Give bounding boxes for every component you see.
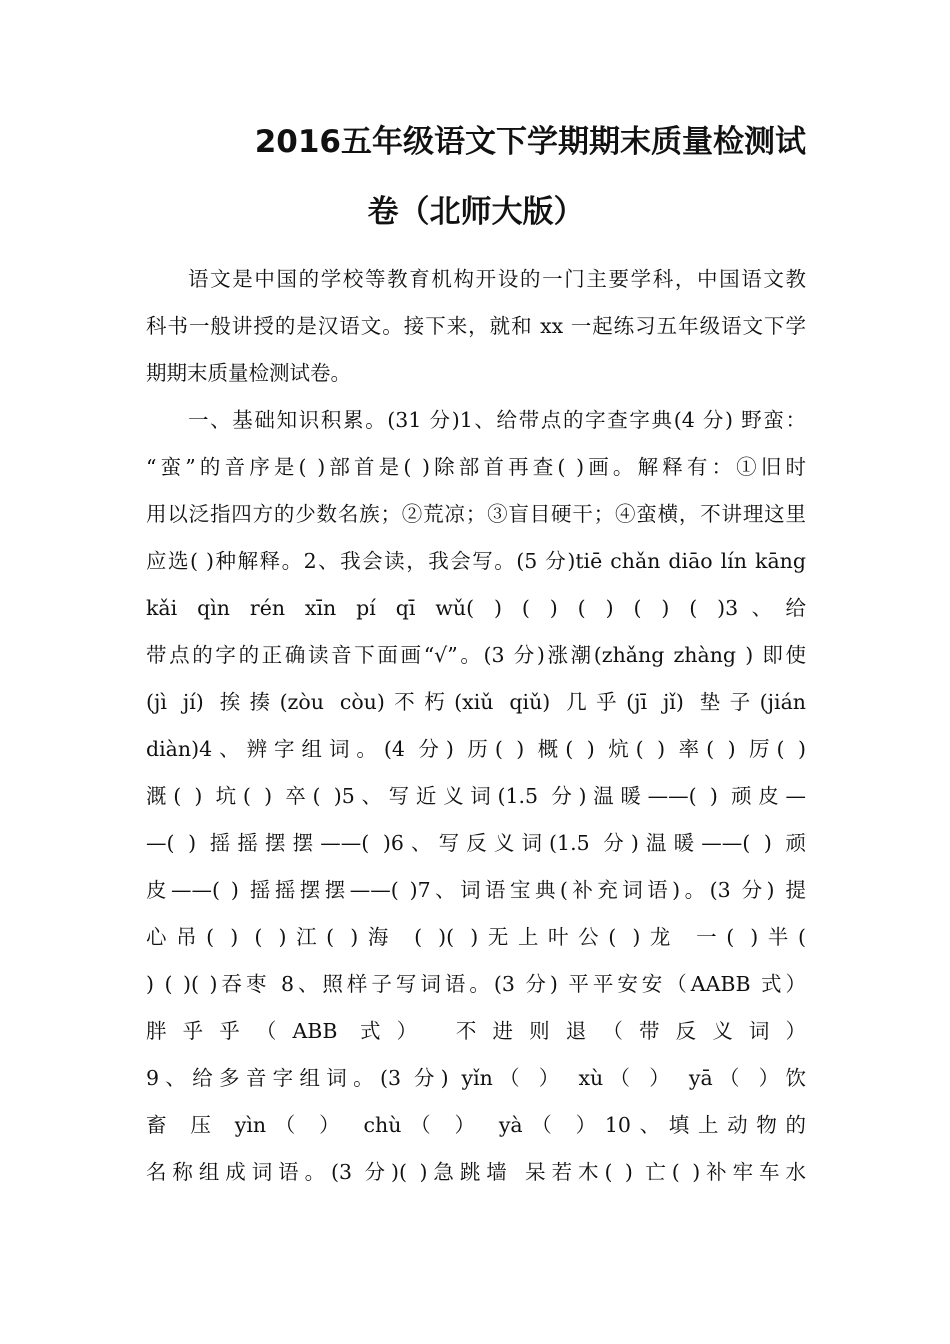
body-line: diàn)4、辨字组词。(4 分) 历( ) 概( ) 炕( ) 率( ) 厉( )	[146, 737, 806, 761]
body-line: 应选( )种解释。2、我会读，我会写。(5 分)tiē chǎn diāo lín kāng	[146, 549, 806, 573]
body-line: 一、基础知识积累。(31 分)1、给带点的字查字典(4 分) 野蛮：	[188, 408, 806, 432]
document-body	[146, 256, 806, 1196]
body-line: 畜 压 yìn（ ） chù（ ） yà（ ）10、填上动物的	[146, 1113, 806, 1137]
document-title-line-1: 2016五年级语文下学期期末质量检测试	[254, 124, 806, 160]
body-line: 期期末质量检测试卷。	[146, 361, 351, 385]
body-line: 胖乎乎（ABB 式） 不进则退（带反义词）	[146, 1019, 806, 1043]
body-line: (jì jí) 挨揍(zòu còu)不朽(xiǔ qiǔ) 几乎(jī jǐ) 垫子(jián	[146, 690, 806, 714]
document-title-line-2: 卷（北师大版）	[367, 194, 585, 230]
body-line: 皮——( ) 摇摇摆摆——( )7、词语宝典(补充词语)。(3 分) 提	[146, 878, 806, 902]
body-line: 语文是中国的学校等教育机构开设的一门主要学科，中国语文教	[188, 267, 806, 291]
body-line: ) ( )( )吞枣 8、照样子写词语。(3 分) 平平安安（AABB 式）	[146, 972, 806, 996]
body-line: 用以泛指四方的少数名族；②荒凉；③盲目硬干；④蛮横，不讲理这里	[146, 502, 806, 526]
body-line: 心吊( ) ( )江( )海 ( )( )无上叶公( )龙 一( )半(	[146, 925, 806, 949]
body-line: —( ) 摇摇摆摆——( )6、写反义词(1.5 分)温暖——( ) 顽	[146, 831, 806, 855]
body-line: 9、给多音字组词。(3 分) yǐn（ ） xù（ ） yā（ ）饮	[146, 1066, 806, 1090]
body-line: 名称组成词语。(3 分)( )急跳墙 呆若木( ) 亡( )补牢车水	[146, 1160, 806, 1184]
body-line: “蛮”的音序是( )部首是( )除部首再查( )画。解释有：①旧时	[146, 455, 806, 479]
body-line: 溉( ) 坑( ) 卒( )5、写近义词(1.5 分)温暖——( ) 顽皮—	[146, 784, 806, 808]
body-line: 科书一般讲授的是汉语文。接下来，就和 xx 一起练习五年级语文下学	[146, 314, 806, 338]
body-line: 带点的字的正确读音下面画“√”。(3 分)涨潮(zhǎng zhàng ) 即使	[146, 643, 806, 667]
body-line: kǎi qìn rén xīn pí qī wǔ( ) ( ) ( ) ( ) ( )3、给	[146, 596, 806, 620]
